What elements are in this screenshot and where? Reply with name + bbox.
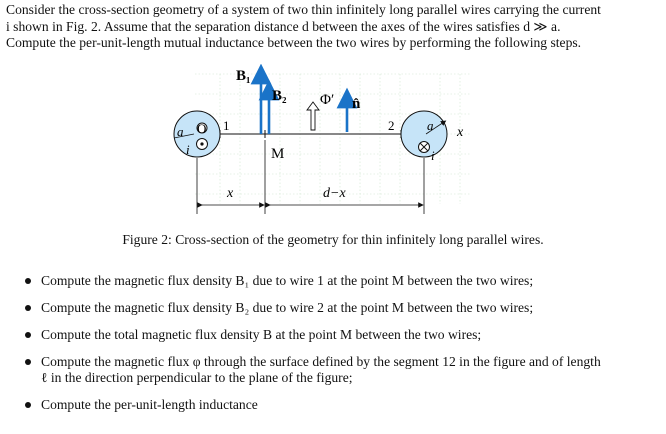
label-nhat: n̂ [352,96,361,112]
step-text: Compute the magnetic flux density B₁ due to wire 1 at the point M between the two wires; [41,273,534,288]
step-text-continued: ℓ in the direction perpendicular to the plane of the figure; [41,370,353,385]
figure-two-wires [140,64,530,222]
label-current-left: i [186,142,190,157]
label-radius-a-left: a [177,124,184,139]
intro-line-3: Compute the per-unit-length mutual inductance between the two wires by performing the following steps. [6,35,582,50]
label-current-right: i [431,148,435,163]
figure-canvas [140,64,530,222]
intro-line-2: i shown in Fig. 2. Assume that the separation distance d between the axes of the wires satisfies d ≫ a. [6,18,561,34]
label-O: O [197,121,207,136]
step-item [24,327,654,343]
label-point-1: 1 [223,118,230,133]
step-text: Compute the per-unit-length inductance [41,397,258,412]
label-dimension-x: x [227,186,234,201]
step-item [24,273,654,289]
step-text: Compute the magnetic flux φ through the surface defined by the segment 12 in the figure and of length [41,354,601,369]
step-text: Compute the total magnetic flux density B at the point M between the two wires; [41,327,482,342]
label-dimension-d-minus-x: d−x [323,186,346,201]
label-M: M [271,146,285,162]
label-radius-a-right: a [427,118,434,133]
problem-statement [6,2,660,52]
intro-line-1: Consider the cross-section geometry of a system of two thin infinitely long parallel wires carrying the current [6,2,601,17]
step-item [24,354,654,386]
label-B2: B₂ [272,88,287,104]
figure-caption: Figure 2: Cross-section of the geometry for thin infinitely long parallel wires. [122,232,544,247]
step-item [24,300,654,316]
step-text: Compute the magnetic flux density B₂ due to wire 2 at the point M between the two wires; [41,300,534,315]
label-B1: B₁ [236,68,251,84]
steps-list [24,273,654,424]
step-item [24,397,654,413]
label-x-axis: x [457,125,464,140]
label-phi: Φ′ [320,92,335,108]
label-point-2: 2 [388,118,395,133]
flux-arrow [307,102,319,130]
